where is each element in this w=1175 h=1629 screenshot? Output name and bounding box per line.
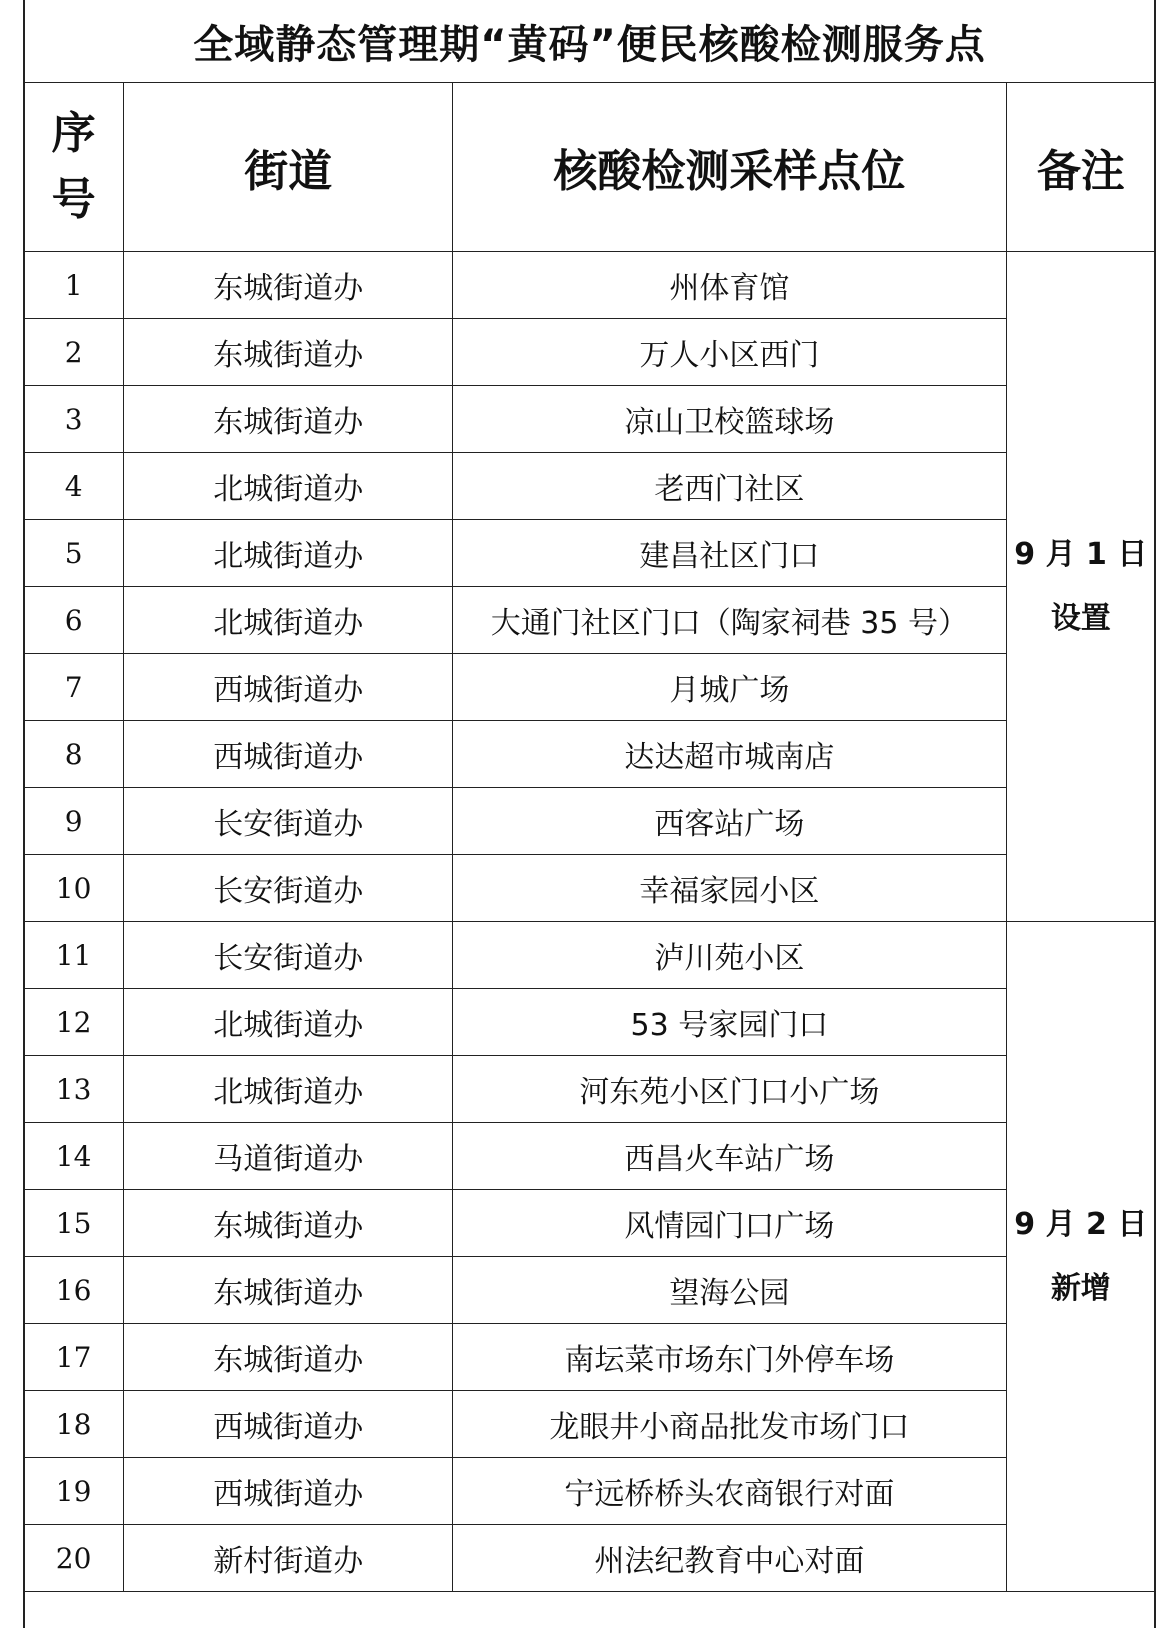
row-seq: 15 xyxy=(24,1190,124,1257)
row-remark xyxy=(1006,252,1155,922)
table-row xyxy=(24,1391,1156,1458)
header-remark: 备注 xyxy=(1006,83,1155,252)
row-site: 州体育馆 xyxy=(453,252,1006,319)
row-site: 龙眼井小商品批发市场门口 xyxy=(453,1391,1006,1458)
row-site: 53 号家园门口 xyxy=(453,989,1006,1056)
remark-note: 设置 xyxy=(1050,600,1111,636)
row-street: 西城街道办 xyxy=(124,1391,453,1458)
table-row xyxy=(24,1257,1156,1324)
row-site: 望海公园 xyxy=(453,1257,1006,1324)
row-street: 西城街道办 xyxy=(124,721,453,788)
row-site: 大通门社区门口（陶家祠巷 35 号） xyxy=(453,587,1006,654)
title-row xyxy=(24,0,1156,83)
row-street: 东城街道办 xyxy=(124,1257,453,1324)
row-site: 州法纪教育中心对面 xyxy=(453,1525,1006,1592)
table-row xyxy=(24,989,1156,1056)
row-site: 幸福家园小区 xyxy=(453,855,1006,922)
row-site: 西客站广场 xyxy=(453,788,1006,855)
header-row xyxy=(24,83,1156,252)
row-street: 西城街道办 xyxy=(124,1458,453,1525)
row-seq: 14 xyxy=(24,1123,124,1190)
row-seq: 16 xyxy=(24,1257,124,1324)
row-seq: 12 xyxy=(24,989,124,1056)
row-site: 泸川苑小区 xyxy=(453,922,1006,989)
row-site: 河东苑小区门口小广场 xyxy=(453,1056,1006,1123)
row-street: 北城街道办 xyxy=(124,587,453,654)
row-seq: 1 xyxy=(24,252,124,319)
table-row xyxy=(24,520,1156,587)
remark-date: 9 月 2 日 xyxy=(1014,1206,1148,1242)
test-site-table xyxy=(23,0,1156,1592)
table-row xyxy=(24,1324,1156,1391)
row-site: 风情园门口广场 xyxy=(453,1190,1006,1257)
header-seq xyxy=(24,83,124,252)
row-site: 月城广场 xyxy=(453,654,1006,721)
row-street: 长安街道办 xyxy=(124,855,453,922)
row-site: 南坛菜市场东门外停车场 xyxy=(453,1324,1006,1391)
table-row xyxy=(24,922,1156,989)
row-seq: 5 xyxy=(24,520,124,587)
table-row xyxy=(24,453,1156,520)
remark-date: 9 月 1 日 xyxy=(1014,536,1148,572)
row-seq: 6 xyxy=(24,587,124,654)
table-row xyxy=(24,788,1156,855)
row-site: 老西门社区 xyxy=(453,453,1006,520)
table-row xyxy=(24,386,1156,453)
row-site: 达达超市城南店 xyxy=(453,721,1006,788)
header-seq-line1: 序 xyxy=(51,108,96,159)
row-site: 凉山卫校篮球场 xyxy=(453,386,1006,453)
page-title: 全域静态管理期“黄码”便民核酸检测服务点 xyxy=(24,0,1156,83)
row-street: 北城街道办 xyxy=(124,520,453,587)
table-row xyxy=(24,1458,1156,1525)
row-street: 北城街道办 xyxy=(124,453,453,520)
table-row xyxy=(24,587,1156,654)
table-row xyxy=(24,1056,1156,1123)
table-row xyxy=(24,721,1156,788)
row-street: 东城街道办 xyxy=(124,252,453,319)
row-seq: 19 xyxy=(24,1458,124,1525)
table-row xyxy=(24,1190,1156,1257)
header-site: 核酸检测采样点位 xyxy=(453,83,1006,252)
row-seq: 2 xyxy=(24,319,124,386)
row-seq: 17 xyxy=(24,1324,124,1391)
table-row xyxy=(24,1525,1156,1592)
row-seq: 9 xyxy=(24,788,124,855)
row-seq: 7 xyxy=(24,654,124,721)
row-street: 东城街道办 xyxy=(124,1190,453,1257)
header-seq-line2: 号 xyxy=(51,174,96,225)
row-street: 东城街道办 xyxy=(124,1324,453,1391)
row-street: 东城街道办 xyxy=(124,319,453,386)
row-site: 建昌社区门口 xyxy=(453,520,1006,587)
table-body xyxy=(24,252,1156,1592)
row-site: 万人小区西门 xyxy=(453,319,1006,386)
row-remark xyxy=(1006,922,1155,1592)
row-seq: 20 xyxy=(24,1525,124,1592)
row-seq: 3 xyxy=(24,386,124,453)
row-street: 新村街道办 xyxy=(124,1525,453,1592)
row-street: 长安街道办 xyxy=(124,922,453,989)
row-seq: 11 xyxy=(24,922,124,989)
header-street: 街道 xyxy=(124,83,453,252)
row-seq: 18 xyxy=(24,1391,124,1458)
row-seq: 4 xyxy=(24,453,124,520)
row-street: 北城街道办 xyxy=(124,989,453,1056)
table-row xyxy=(24,319,1156,386)
row-street: 西城街道办 xyxy=(124,654,453,721)
row-street: 长安街道办 xyxy=(124,788,453,855)
row-seq: 13 xyxy=(24,1056,124,1123)
row-street: 北城街道办 xyxy=(124,1056,453,1123)
row-site: 西昌火车站广场 xyxy=(453,1123,1006,1190)
table-row xyxy=(24,654,1156,721)
row-site: 宁远桥桥头农商银行对面 xyxy=(453,1458,1006,1525)
table-row xyxy=(24,1123,1156,1190)
row-seq: 8 xyxy=(24,721,124,788)
remark-note: 新增 xyxy=(1050,1270,1111,1306)
table-row xyxy=(24,855,1156,922)
table-row xyxy=(24,252,1156,319)
row-seq: 10 xyxy=(24,855,124,922)
row-street: 马道街道办 xyxy=(124,1123,453,1190)
row-street: 东城街道办 xyxy=(124,386,453,453)
